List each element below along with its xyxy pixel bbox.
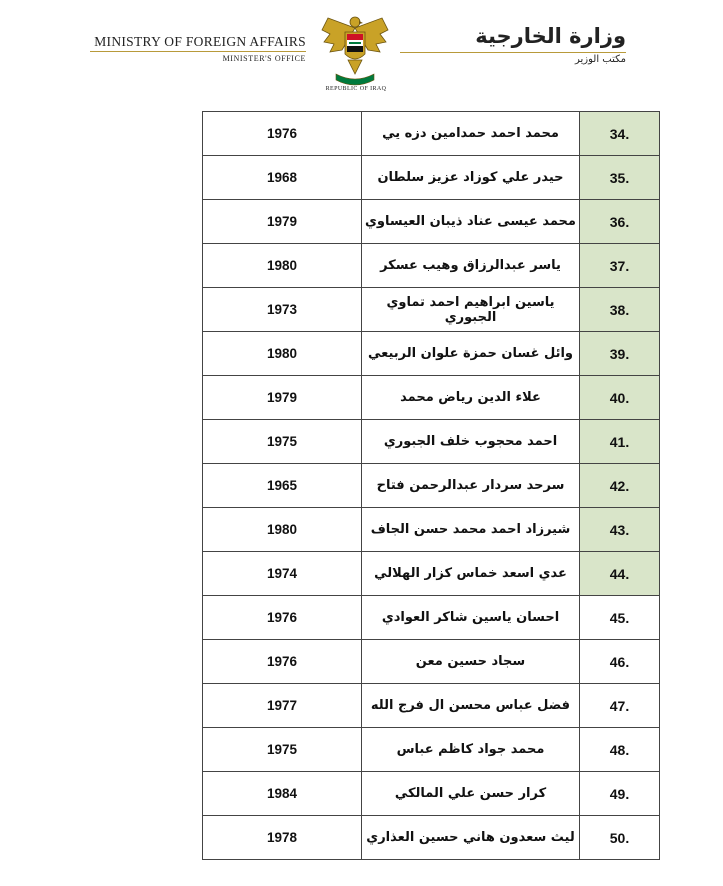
row-number-cell: 44. (580, 552, 660, 596)
full-name-cell: محمد عيسى عناد ذيبان العيساوي (362, 200, 580, 244)
full-name-cell: احمد محجوب خلف الجبوري (362, 420, 580, 464)
full-name-cell: شيرزاد احمد محمد حسن الجاف (362, 508, 580, 552)
birth-year-cell: 1978 (203, 816, 362, 860)
table-row (203, 112, 660, 156)
row-number-cell: 46. (580, 640, 660, 684)
full-name-cell: ياسر عبدالرزاق وهيب عسكر (362, 244, 580, 288)
row-number-cell: 48. (580, 728, 660, 772)
row-number-cell: 37. (580, 244, 660, 288)
letterhead (0, 0, 723, 100)
full-name-cell: عدي اسعد خماس كزار الهلالي (362, 552, 580, 596)
row-number-cell: 39. (580, 332, 660, 376)
full-name-cell: محمد جواد كاظم عباس (362, 728, 580, 772)
row-number-cell: 34. (580, 112, 660, 156)
full-name-cell: سرحد سردار عبدالرحمن فتاح (362, 464, 580, 508)
full-name-cell: كرار حسن علي المالكي (362, 772, 580, 816)
table-row (203, 552, 660, 596)
office-subtitle-en: MINISTER'S OFFICE (222, 54, 306, 63)
birth-year-cell: 1980 (203, 244, 362, 288)
row-number-cell: 43. (580, 508, 660, 552)
full-name-cell: علاء الدين رياض محمد (362, 376, 580, 420)
birth-year-cell: 1980 (203, 332, 362, 376)
row-number-cell: 35. (580, 156, 660, 200)
table-row (203, 200, 660, 244)
ministry-title-en: MINISTRY OF FOREIGN AFFAIRS (94, 34, 306, 49)
row-number-cell: 41. (580, 420, 660, 464)
table-row (203, 156, 660, 200)
ministry-title-ar: وزارة الخارجية (475, 24, 626, 48)
birth-year-cell: 1979 (203, 376, 362, 420)
table-row (203, 376, 660, 420)
full-name-cell: وائل غسان حمزة علوان الربيعي (362, 332, 580, 376)
birth-year-cell: 1980 (203, 508, 362, 552)
office-subtitle-ar: مكتب الوزير (574, 54, 626, 65)
full-name-cell: ليث سعدون هاني حسين العذاري (362, 816, 580, 860)
names-table-body (203, 112, 660, 860)
birth-year-cell: 1965 (203, 464, 362, 508)
birth-year-cell: 1975 (203, 728, 362, 772)
birth-year-cell: 1976 (203, 640, 362, 684)
table-row (203, 728, 660, 772)
birth-year-cell: 1968 (203, 156, 362, 200)
table-row (203, 772, 660, 816)
full-name-cell: فضل عباس محسن ال فرج الله (362, 684, 580, 728)
emblem-caption: REPUBLIC OF IRAQ (325, 86, 387, 92)
full-name-cell: محمد احمد حمدامين دزه يي (362, 112, 580, 156)
table-row (203, 288, 660, 332)
row-number-cell: 47. (580, 684, 660, 728)
birth-year-cell: 1976 (203, 596, 362, 640)
full-name-cell: احسان ياسين شاكر العوادي (362, 596, 580, 640)
table-row (203, 244, 660, 288)
table-row (203, 508, 660, 552)
birth-year-cell: 1984 (203, 772, 362, 816)
row-number-cell: 38. (580, 288, 660, 332)
table-row (203, 684, 660, 728)
row-number-cell: 40. (580, 376, 660, 420)
row-number-cell: 45. (580, 596, 660, 640)
row-number-cell: 50. (580, 816, 660, 860)
row-number-cell: 49. (580, 772, 660, 816)
birth-year-cell: 1974 (203, 552, 362, 596)
table-row (203, 464, 660, 508)
full-name-cell: سجاد حسين معن (362, 640, 580, 684)
birth-year-cell: 1975 (203, 420, 362, 464)
full-name-cell: ياسين ابراهيم احمد تماوي الجبوري (362, 288, 580, 332)
title-rule-ar (400, 52, 626, 53)
table-row (203, 640, 660, 684)
birth-year-cell: 1976 (203, 112, 362, 156)
iraq-eagle-emblem-icon (318, 10, 392, 90)
row-number-cell: 42. (580, 464, 660, 508)
table-row (203, 816, 660, 860)
title-rule-en (90, 51, 306, 52)
birth-year-cell: 1973 (203, 288, 362, 332)
table-row (203, 596, 660, 640)
birth-year-cell: 1977 (203, 684, 362, 728)
full-name-cell: حيدر علي كوزاد عزيز سلطان (362, 156, 580, 200)
table-row (203, 420, 660, 464)
names-table (202, 111, 660, 860)
row-number-cell: 36. (580, 200, 660, 244)
birth-year-cell: 1979 (203, 200, 362, 244)
table-row (203, 332, 660, 376)
